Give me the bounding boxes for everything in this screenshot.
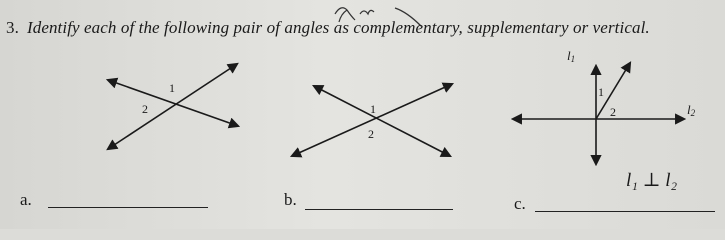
- figure-a-angle-2-label: 2: [142, 102, 148, 116]
- figure-b-angle-2-label: 2: [368, 127, 374, 141]
- answer-a-blank[interactable]: [48, 207, 208, 208]
- answer-a-label: a.: [20, 190, 32, 209]
- answer-b-label: b.: [284, 190, 297, 209]
- perpendicular-statement: l₁ ⊥ l₂: [626, 170, 678, 191]
- figure-c-angle-1-label: 1: [598, 85, 604, 99]
- figure-a-angle-1-label: 1: [169, 81, 175, 95]
- question-prompt: Identify each of the following pair of angles as complementary, supplementary or vertical.: [26, 18, 650, 37]
- question-number: 3.: [6, 18, 19, 37]
- answer-c-blank[interactable]: [535, 211, 715, 212]
- answer-c-label: c.: [514, 194, 526, 213]
- figure-c-line-l1-label: l1: [567, 48, 576, 64]
- figure-b-angle-1-label: 1: [370, 102, 376, 116]
- figure-c-angle-2-label: 2: [610, 105, 616, 119]
- figure-c-line-l2-label: l2: [687, 102, 696, 118]
- answer-b-blank[interactable]: [305, 209, 453, 210]
